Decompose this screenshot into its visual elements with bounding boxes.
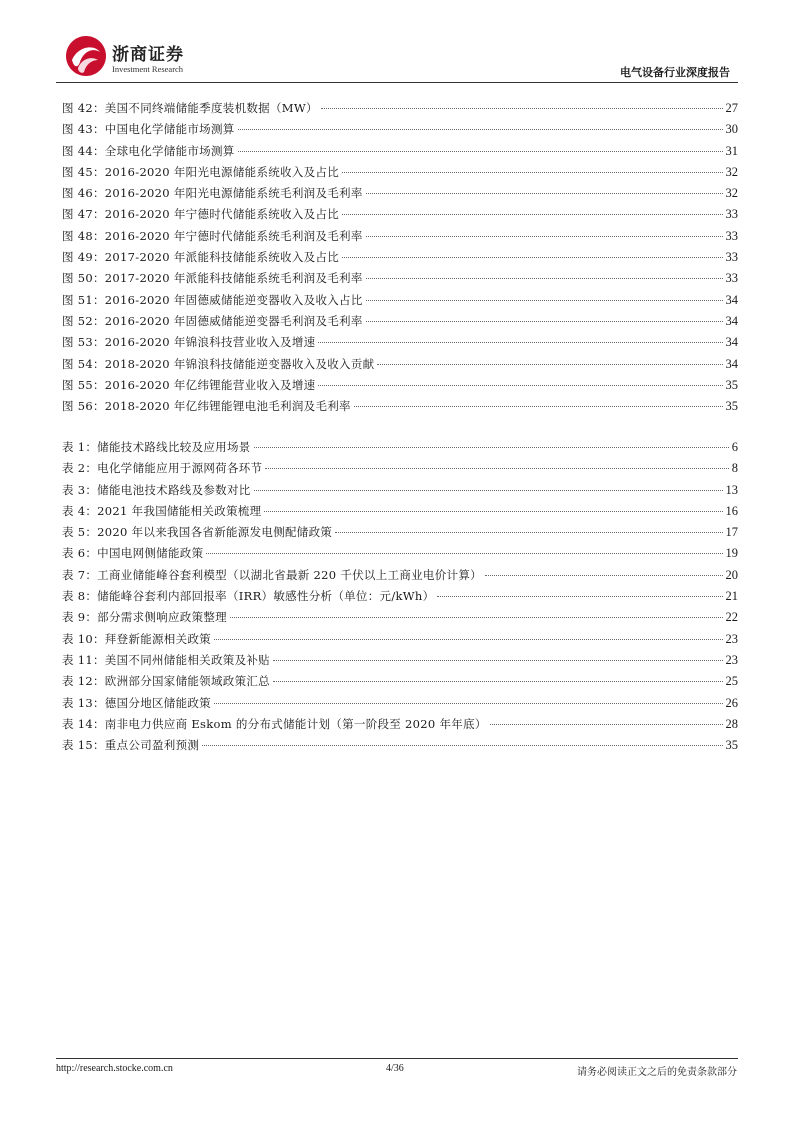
dot-leader (230, 617, 723, 618)
toc-entry-label: 图 46：2016-2020 年阳光电源储能系统毛利润及毛利率 (62, 186, 363, 201)
toc-entry-label: 表 13：德国分地区储能政策 (62, 695, 211, 710)
toc-entry-page: 26 (725, 695, 738, 710)
brand-name: 浙商证券 (112, 45, 184, 65)
dot-leader (318, 342, 722, 343)
toc-entry-page: 34 (725, 313, 738, 328)
figure-toc-entry[interactable] (62, 162, 738, 183)
toc-entry-page: 20 (725, 567, 738, 582)
dot-leader (202, 745, 722, 746)
figure-toc-entry[interactable] (62, 204, 738, 225)
toc-entry-page: 33 (725, 207, 738, 222)
table-toc-entry[interactable] (62, 714, 738, 735)
dot-leader (321, 108, 723, 109)
toc-entry-page: 8 (731, 461, 738, 476)
toc-entry-label: 表 8：储能峰谷套利内部回报率（IRR）敏感性分析（单位：元/kWh） (62, 589, 435, 604)
toc-entry-page: 34 (725, 356, 738, 371)
figure-toc-entry[interactable] (62, 396, 738, 417)
dot-leader (273, 660, 723, 661)
dot-leader (318, 385, 722, 386)
toc-entry-label: 表 12：欧洲部分国家储能领域政策汇总 (62, 674, 270, 689)
toc-entry-page: 31 (725, 143, 738, 158)
table-toc-entry[interactable] (62, 501, 738, 522)
figure-toc-entry[interactable] (62, 375, 738, 396)
table-toc-entry[interactable] (62, 586, 738, 607)
toc-entry-label: 表 2：电化学储能应用于源网荷各环节 (62, 461, 263, 476)
table-toc-entry[interactable] (62, 693, 738, 714)
toc-entry-page: 17 (725, 525, 738, 540)
figure-toc-entry[interactable] (62, 332, 738, 353)
toc-entry-label: 图 48：2016-2020 年宁德时代储能系统毛利润及毛利率 (62, 228, 363, 243)
toc-entry-label: 表 14：南非电力供应商 Eskom 的分布式储能计划（第一阶段至 2020 年年底） (62, 716, 487, 731)
dot-leader (238, 151, 723, 152)
toc-entry-label: 图 56：2018-2020 年亿纬锂能锂电池毛利润及毛利率 (62, 399, 351, 414)
toc-entry-label: 图 47：2016-2020 年宁德时代储能系统收入及占比 (62, 207, 340, 222)
toc-entry-label: 图 44：全球电化学储能市场测算 (62, 143, 235, 158)
table-toc-entry[interactable] (62, 565, 738, 586)
toc-entry-page: 33 (725, 228, 738, 243)
dot-leader (342, 172, 722, 173)
figure-toc-entry[interactable] (62, 290, 738, 311)
toc-entry-page: 34 (725, 292, 738, 307)
disclaimer-note: 请务必阅读正文之后的免责条款部分 (577, 1067, 737, 1078)
dot-leader (206, 553, 722, 554)
table-toc-entry[interactable] (62, 543, 738, 564)
dot-leader (342, 257, 722, 258)
table-toc-entry[interactable] (62, 607, 738, 628)
toc-entry-page: 35 (725, 377, 738, 392)
toc-entry-page: 33 (725, 250, 738, 265)
table-toc-entry[interactable] (62, 650, 738, 671)
header-divider (56, 82, 738, 83)
dot-leader (366, 321, 723, 322)
toc-entry-page: 25 (725, 674, 738, 689)
toc-entry-label: 表 5：2020 年以来我国各省新能源发电侧配储政策 (62, 525, 333, 540)
figure-toc-entry[interactable] (62, 268, 738, 289)
toc-entry-page: 30 (725, 122, 738, 137)
dot-leader (273, 681, 723, 682)
figure-toc-entry[interactable] (62, 247, 738, 268)
dot-leader (254, 490, 723, 491)
brand-subtitle: Investment Research (112, 64, 184, 74)
table-toc-entry[interactable] (62, 671, 738, 692)
toc-entry-page: 35 (725, 738, 738, 753)
toc-entry-page: 32 (725, 186, 738, 201)
toc-entry-label: 表 10：拜登新能源相关政策 (62, 631, 211, 646)
toc-entry-label: 图 45：2016-2020 年阳光电源储能系统收入及占比 (62, 164, 340, 179)
dot-leader (490, 724, 723, 725)
figure-toc-entry[interactable] (62, 183, 738, 204)
broker-logo-icon (64, 34, 108, 78)
toc-entry-label: 图 42：美国不同终端储能季度装机数据（MW） (62, 101, 318, 115)
toc-entry-label: 图 43：中国电化学储能市场测算 (62, 122, 235, 137)
page-header (56, 34, 738, 82)
dot-leader (485, 575, 723, 576)
toc-entry-page: 19 (725, 546, 738, 561)
figure-toc-entry[interactable] (62, 98, 738, 119)
dot-leader (366, 300, 723, 301)
table-toc-entry[interactable] (62, 629, 738, 650)
table-toc-entry[interactable] (62, 735, 738, 756)
toc-entry-label: 表 1：储能技术路线比较及应用场景 (62, 440, 251, 454)
table-toc-entry[interactable] (62, 522, 738, 543)
toc-entry-page: 22 (725, 610, 738, 625)
dot-leader (366, 278, 723, 279)
toc-entry-page: 32 (725, 164, 738, 179)
toc-entry-page: 34 (725, 335, 738, 350)
page-number: 4/36 (386, 1063, 404, 1074)
toc-entry-label: 表 11：美国不同州储能相关政策及补贴 (62, 652, 270, 667)
table-toc-entry[interactable] (62, 458, 738, 479)
figure-toc-entry[interactable] (62, 354, 738, 375)
figure-toc-entry[interactable] (62, 141, 738, 162)
toc-entry-label: 图 54：2018-2020 年锦浪科技储能逆变器收入及收入贡献 (62, 356, 375, 371)
dot-leader (214, 639, 723, 640)
toc-entry-page: 16 (725, 503, 738, 518)
footer-url[interactable]: http://research.stocke.com.cn (56, 1063, 173, 1074)
dot-leader (437, 596, 722, 597)
footer-divider (56, 1058, 738, 1059)
toc-entry-label: 图 49：2017-2020 年派能科技储能系统收入及占比 (62, 250, 340, 265)
table-toc-entry[interactable] (62, 437, 738, 458)
figure-toc-entry[interactable] (62, 119, 738, 140)
table-toc-entry[interactable] (62, 480, 738, 501)
toc-entry-label: 表 3：储能电池技术路线及参数对比 (62, 482, 251, 497)
figure-list (62, 98, 738, 417)
toc-entry-label: 表 4：2021 年我国储能相关政策梳理 (62, 503, 262, 518)
dot-leader (377, 364, 722, 365)
dot-leader (342, 214, 722, 215)
dot-leader (354, 406, 723, 407)
figure-toc-entry[interactable] (62, 226, 738, 247)
table-list (62, 437, 738, 756)
toc-entry-label: 图 52：2016-2020 年固德威储能逆变器毛利润及毛利率 (62, 313, 363, 328)
dot-leader (264, 511, 722, 512)
toc-entry-label: 图 50：2017-2020 年派能科技储能系统毛利润及毛利率 (62, 271, 363, 286)
toc-entry-label: 表 6：中国电网侧储能政策 (62, 546, 204, 561)
toc-entry-label: 表 15：重点公司盈利预测 (62, 738, 200, 753)
dot-leader (238, 129, 723, 130)
toc-entry-page: 23 (725, 631, 738, 646)
toc-entry-page: 35 (725, 399, 738, 414)
toc-entry-label: 表 7：工商业储能峰谷套利模型（以湖北省最新 220 千伏以上工商业电价计算） (62, 567, 482, 582)
toc-entry-label: 图 55：2016-2020 年亿纬锂能营业收入及增速 (62, 377, 316, 392)
toc-entry-label: 图 53：2016-2020 年锦浪科技营业收入及增速 (62, 335, 316, 350)
toc-entry-page: 13 (725, 482, 738, 497)
report-type: 电气设备行业深度报告 (620, 66, 730, 79)
toc-entry-page: 28 (725, 716, 738, 731)
dot-leader (214, 703, 723, 704)
dot-leader (265, 468, 728, 469)
toc-entry-page: 6 (731, 440, 738, 454)
dot-leader (366, 236, 723, 237)
toc-entry-label: 图 51：2016-2020 年固德威储能逆变器收入及收入占比 (62, 292, 363, 307)
toc-entry-page: 33 (725, 271, 738, 286)
toc-entry-page: 21 (725, 589, 738, 604)
toc-entry-label: 表 9：部分需求侧响应政策整理 (62, 610, 227, 625)
dot-leader (366, 193, 723, 194)
dot-leader (335, 532, 722, 533)
dot-leader (254, 447, 729, 448)
toc-entry-page: 27 (725, 101, 738, 115)
figure-toc-entry[interactable] (62, 311, 738, 332)
toc-entry-page: 23 (725, 652, 738, 667)
